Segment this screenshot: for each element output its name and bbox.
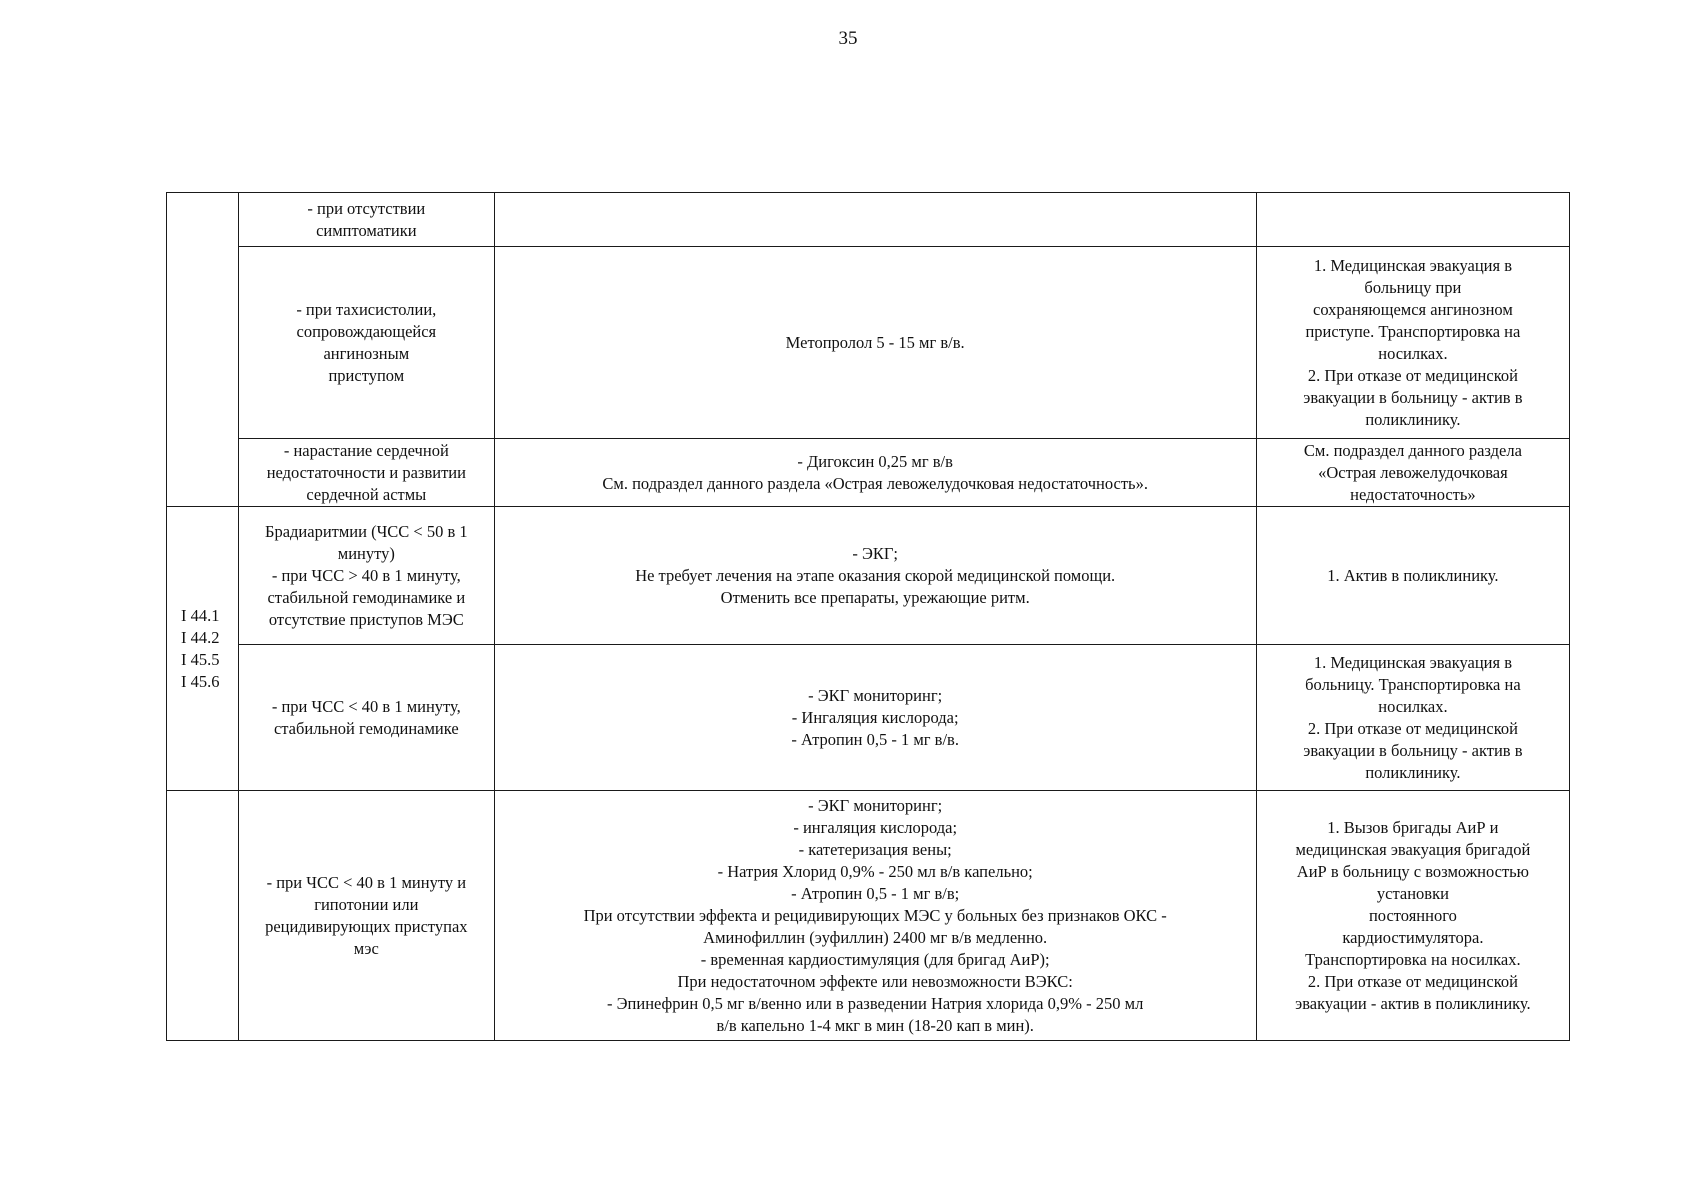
- tactics-line: постоянного: [1368, 905, 1457, 925]
- condition-line: Брадиаритмии (ЧСС < 50 в 1: [264, 521, 468, 541]
- tactics-cell: [1256, 645, 1569, 791]
- tactics-cell: [1256, 507, 1569, 645]
- tactics-line: «Острая левожелудочковая: [1318, 462, 1508, 482]
- table-row: [167, 247, 1570, 439]
- treatment-line: - ЭКГ мониторинг;: [808, 685, 943, 705]
- treatment-line: - Атропин 0,5 - 1 мг в/в;: [791, 883, 960, 903]
- condition-cell: [239, 247, 494, 439]
- tactics-line: АиР в больницу с возможностью: [1296, 861, 1530, 881]
- page-number: 35: [838, 28, 858, 49]
- table-row: [167, 439, 1570, 507]
- condition-line: - при отсутствии: [307, 198, 426, 218]
- tactics-cell: [1256, 791, 1569, 1041]
- icd-code-cell-empty: [167, 791, 239, 1041]
- tactics-line: больницу. Транспортировка на: [1305, 674, 1521, 694]
- treatment-cell: [494, 645, 1256, 791]
- tactics-line: 1. Актив в поликлинику.: [1327, 565, 1499, 585]
- tactics-cell: [1256, 193, 1569, 247]
- condition-line: гипотонии или: [314, 894, 419, 914]
- icd-code: I 44.2: [181, 627, 220, 647]
- condition-line: сердечной астмы: [306, 484, 427, 504]
- treatment-cell: [494, 507, 1256, 645]
- treatment-line: в/в капельно 1-4 мкг в мин (18-20 кап в мин).: [716, 1015, 1034, 1035]
- tactics-line: эвакуации - актив в поликлинику.: [1295, 993, 1531, 1013]
- tactics-line: поликлинику.: [1365, 409, 1461, 429]
- tactics-line: кардиостимулятора.: [1342, 927, 1484, 947]
- table-row: [167, 193, 1570, 247]
- icd-code: I 45.6: [181, 671, 220, 691]
- condition-line: рецидивирующих приступах: [265, 916, 468, 936]
- condition-line: - при ЧСС < 40 в 1 минуту,: [271, 696, 461, 716]
- condition-line: приступом: [328, 365, 405, 385]
- tactics-line: эвакуации в больницу - актив в: [1303, 740, 1523, 760]
- icd-code-cell: [167, 507, 239, 791]
- treatment-line: См. подраздел данного раздела «Острая левожелудочковая недостаточность».: [602, 473, 1148, 493]
- condition-line: ангинозным: [323, 343, 410, 363]
- tactics-line: 1. Вызов бригады АиР и: [1327, 817, 1499, 837]
- treatment-line: - Натрия Хлорид 0,9% - 250 мл в/в капельно;: [717, 861, 1033, 881]
- icd-code: I 44.1: [181, 605, 220, 625]
- tactics-line: 1. Медицинская эвакуация в: [1313, 255, 1512, 275]
- condition-line: - нарастание сердечной: [283, 440, 449, 460]
- condition-line: мэс: [353, 938, 379, 958]
- treatment-line: Отменить все препараты, урежающие ритм.: [720, 587, 1030, 607]
- tactics-line: недостаточность»: [1350, 484, 1476, 504]
- treatment-line: Аминофиллин (эуфиллин) 2400 мг в/в медленно.: [703, 927, 1048, 947]
- tactics-line: медицинская эвакуация бригадой: [1295, 839, 1531, 859]
- condition-line: минуту): [337, 543, 395, 563]
- tactics-line: приступе. Транспортировка на: [1305, 321, 1521, 341]
- condition-cell: [239, 193, 494, 247]
- tactics-line: установки: [1376, 883, 1449, 903]
- tactics-line: эвакуации в больницу - актив в: [1303, 387, 1523, 407]
- treatment-line: При недостаточном эффекте или невозможности ВЭКС:: [677, 971, 1073, 991]
- treatment-line: - Эпинефрин 0,5 мг в/венно или в разведении Натрия хлорида 0,9% - 250 мл: [607, 993, 1144, 1013]
- treatment-line: Метопролол 5 - 15 мг в/в.: [785, 332, 965, 352]
- tactics-line: 2. При отказе от медицинской: [1307, 971, 1518, 991]
- tactics-line: См. подраздел данного раздела: [1303, 440, 1522, 460]
- condition-line: сопровождающейся: [296, 321, 437, 341]
- treatment-cell: [494, 791, 1256, 1041]
- clinical-protocol-table: [166, 192, 1570, 1041]
- treatment-line: - ингаляция кислорода;: [793, 817, 958, 837]
- treatment-line: - Атропин 0,5 - 1 мг в/в.: [791, 729, 959, 749]
- tactics-cell: [1256, 247, 1569, 439]
- tactics-line: больницу при: [1364, 277, 1462, 297]
- treatment-line: - ЭКГ;: [852, 543, 898, 563]
- condition-cell: [239, 791, 494, 1041]
- condition-line: симптоматики: [316, 220, 417, 240]
- condition-line: стабильной гемодинамике и: [267, 587, 466, 607]
- table-row: [167, 645, 1570, 791]
- condition-line: стабильной гемодинамике: [273, 718, 459, 738]
- condition-line: отсутствие приступов МЭС: [268, 609, 464, 629]
- treatment-line: - катетеризация вены;: [798, 839, 952, 859]
- tactics-line: поликлинику.: [1365, 762, 1461, 782]
- tactics-line: 2. При отказе от медицинской: [1307, 718, 1518, 738]
- condition-line: недостаточности и развитии: [266, 462, 466, 482]
- tactics-line: сохраняющемся ангинозном: [1313, 299, 1513, 319]
- condition-cell: [239, 439, 494, 507]
- tactics-line: носилках.: [1378, 343, 1448, 363]
- treatment-line: - Дигоксин 0,25 мг в/в: [797, 451, 953, 471]
- tactics-line: носилках.: [1378, 696, 1448, 716]
- condition-line: - при ЧСС > 40 в 1 минуту,: [271, 565, 461, 585]
- condition-cell: [239, 645, 494, 791]
- treatment-line: Не требует лечения на этапе оказания скорой медицинской помощи.: [635, 565, 1116, 585]
- treatment-line: При отсутствии эффекта и рецидивирующих МЭС у больных без признаков ОКС -: [583, 905, 1167, 925]
- condition-cell: [239, 507, 494, 645]
- treatment-line: - временная кардиостимуляция (для бригад АиР);: [700, 949, 1050, 969]
- treatment-cell: [494, 247, 1256, 439]
- tactics-cell: [1256, 439, 1569, 507]
- table-row: [167, 791, 1570, 1041]
- condition-line: - при ЧСС < 40 в 1 минуту и: [266, 872, 467, 892]
- table-row: [167, 507, 1570, 645]
- tactics-line: 2. При отказе от медицинской: [1307, 365, 1518, 385]
- icd-code: I 45.5: [181, 649, 220, 669]
- tactics-line: Транспортировка на носилках.: [1305, 949, 1521, 969]
- treatment-cell: [494, 193, 1256, 247]
- tactics-line: 1. Медицинская эвакуация в: [1313, 652, 1512, 672]
- treatment-cell: [494, 439, 1256, 507]
- condition-line: - при тахисистолии,: [296, 299, 437, 319]
- treatment-line: - Ингаляция кислорода;: [791, 707, 959, 727]
- treatment-line: - ЭКГ мониторинг;: [808, 795, 943, 815]
- icd-code-cell-empty: [167, 193, 239, 507]
